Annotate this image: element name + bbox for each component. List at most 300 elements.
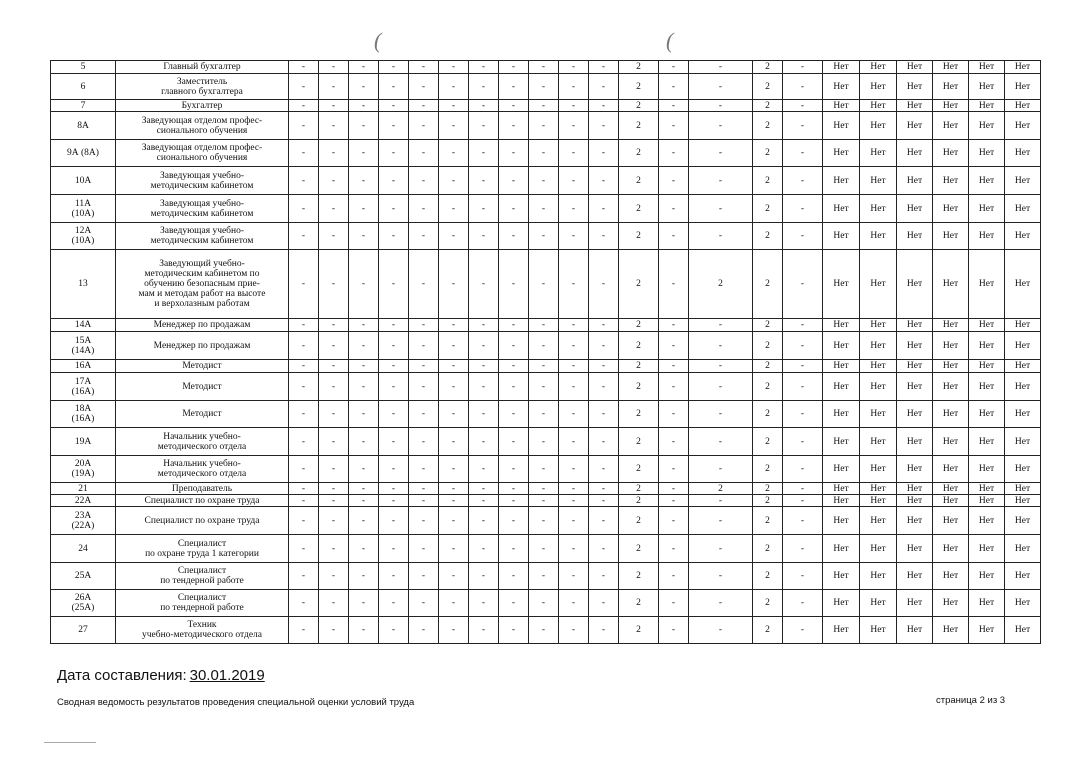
cell-value: 2 xyxy=(753,360,783,373)
cell-value: - xyxy=(409,535,439,563)
row-number: 11А (10А) xyxy=(51,195,116,223)
cell-value: - xyxy=(559,61,589,74)
cell-value: Нет xyxy=(1005,332,1041,360)
row-number: 13 xyxy=(51,250,116,319)
cell-value: - xyxy=(349,507,379,535)
table-row xyxy=(51,495,1041,507)
cell-value: Нет xyxy=(860,495,897,507)
cell-value: - xyxy=(659,563,689,590)
cell-value: - xyxy=(499,617,529,644)
cell-value: - xyxy=(559,167,589,195)
cell-value: - xyxy=(409,74,439,100)
cell-value: - xyxy=(589,617,619,644)
cell-value: Нет xyxy=(860,483,897,495)
cell-value: Нет xyxy=(933,332,969,360)
cell-value: 2 xyxy=(619,617,659,644)
position-name: Специалист по тендерной работе xyxy=(116,590,289,617)
cell-value: - xyxy=(379,535,409,563)
cell-value: Нет xyxy=(860,100,897,112)
cell-value: Нет xyxy=(933,563,969,590)
cell-value: - xyxy=(659,74,689,100)
cell-value: Нет xyxy=(969,319,1005,332)
cell-value: - xyxy=(469,140,499,167)
cell-value: - xyxy=(409,140,439,167)
cell-value: - xyxy=(379,590,409,617)
position-name: Заведующая учебно- методическим кабинетом xyxy=(116,167,289,195)
cell-value: - xyxy=(589,250,619,319)
cell-value: - xyxy=(589,590,619,617)
table-row xyxy=(51,456,1041,483)
cell-value: Нет xyxy=(823,360,860,373)
cell-value: - xyxy=(439,140,469,167)
cell-value: Нет xyxy=(823,195,860,223)
cell-value: - xyxy=(469,535,499,563)
cell-value: - xyxy=(689,332,753,360)
cell-value: - xyxy=(783,495,823,507)
cell-value: Нет xyxy=(1005,250,1041,319)
cell-value: - xyxy=(529,373,559,401)
position-name: Менеджер по продажам xyxy=(116,319,289,332)
cell-value: - xyxy=(783,61,823,74)
cell-value: 2 xyxy=(753,140,783,167)
cell-value: Нет xyxy=(1005,360,1041,373)
cell-value: Нет xyxy=(933,319,969,332)
table-row xyxy=(51,167,1041,195)
cell-value: - xyxy=(289,483,319,495)
cell-value: Нет xyxy=(823,495,860,507)
cell-value: - xyxy=(409,250,439,319)
cell-value: - xyxy=(589,456,619,483)
cell-value: - xyxy=(439,373,469,401)
cell-value: - xyxy=(589,61,619,74)
cell-value: Нет xyxy=(897,61,933,74)
cell-value: - xyxy=(289,223,319,250)
cell-value: - xyxy=(469,617,499,644)
cell-value: - xyxy=(689,100,753,112)
cell-value: - xyxy=(659,507,689,535)
cell-value: Нет xyxy=(969,195,1005,223)
cell-value: - xyxy=(349,483,379,495)
cell-value: 2 xyxy=(689,483,753,495)
date-value: 30.01.2019 xyxy=(189,667,265,684)
cell-value: Нет xyxy=(1005,456,1041,483)
cell-value: - xyxy=(499,590,529,617)
cell-value: - xyxy=(439,332,469,360)
cell-value: - xyxy=(783,250,823,319)
cell-value: - xyxy=(319,495,349,507)
cell-value: Нет xyxy=(897,495,933,507)
cell-value: - xyxy=(689,428,753,456)
cell-value: Нет xyxy=(897,456,933,483)
cell-value: - xyxy=(439,456,469,483)
table-row xyxy=(51,590,1041,617)
cell-value: Нет xyxy=(1005,483,1041,495)
row-number: 18А (16А) xyxy=(51,401,116,428)
cell-value: Нет xyxy=(823,167,860,195)
cell-value: 2 xyxy=(619,112,659,140)
cell-value: - xyxy=(439,563,469,590)
cell-value: - xyxy=(529,223,559,250)
cell-value: Нет xyxy=(969,373,1005,401)
cell-value: Нет xyxy=(860,563,897,590)
cell-value: - xyxy=(499,428,529,456)
cell-value: Нет xyxy=(933,495,969,507)
row-number: 6 xyxy=(51,74,116,100)
table-row xyxy=(51,507,1041,535)
cell-value: - xyxy=(659,223,689,250)
cell-value: Нет xyxy=(1005,112,1041,140)
cell-value: Нет xyxy=(1005,223,1041,250)
cell-value: Нет xyxy=(823,563,860,590)
cell-value: - xyxy=(689,590,753,617)
cell-value: - xyxy=(409,563,439,590)
cell-value: - xyxy=(319,428,349,456)
table-row xyxy=(51,401,1041,428)
cell-value: - xyxy=(499,495,529,507)
cell-value: Нет xyxy=(933,61,969,74)
cell-value: Нет xyxy=(933,195,969,223)
cell-value: - xyxy=(379,74,409,100)
cell-value: Нет xyxy=(969,563,1005,590)
cell-value: Нет xyxy=(860,617,897,644)
cell-value: - xyxy=(379,507,409,535)
cell-value: - xyxy=(529,590,559,617)
cell-value: - xyxy=(469,428,499,456)
cell-value: Нет xyxy=(933,74,969,100)
cell-value: - xyxy=(529,495,559,507)
cell-value: - xyxy=(499,195,529,223)
cell-value: 2 xyxy=(753,456,783,483)
cell-value: Нет xyxy=(933,250,969,319)
cell-value: Нет xyxy=(1005,61,1041,74)
cell-value: 2 xyxy=(619,74,659,100)
cell-value: - xyxy=(659,535,689,563)
cell-value: - xyxy=(499,61,529,74)
cell-value: - xyxy=(529,319,559,332)
cell-value: Нет xyxy=(969,483,1005,495)
cell-value: - xyxy=(783,167,823,195)
cell-value: - xyxy=(529,167,559,195)
cell-value: - xyxy=(499,74,529,100)
cell-value: Нет xyxy=(897,332,933,360)
position-name: Главный бухгалтер xyxy=(116,61,289,74)
cell-value: - xyxy=(439,590,469,617)
cell-value: Нет xyxy=(969,401,1005,428)
cell-value: - xyxy=(529,483,559,495)
cell-value: - xyxy=(783,507,823,535)
cell-value: - xyxy=(409,61,439,74)
cell-value: - xyxy=(409,507,439,535)
cell-value: - xyxy=(559,250,589,319)
cell-value: - xyxy=(349,250,379,319)
cell-value: - xyxy=(319,590,349,617)
row-number: 26А (25А) xyxy=(51,590,116,617)
position-name: Заведующая отделом профес- сионального обучения xyxy=(116,140,289,167)
cell-value: 2 xyxy=(619,319,659,332)
cell-value: - xyxy=(289,590,319,617)
cell-value: - xyxy=(469,590,499,617)
document-title: Сводная ведомость результатов проведения специальной оценки условий труда xyxy=(57,697,415,708)
row-number: 14А xyxy=(51,319,116,332)
cell-value: - xyxy=(349,401,379,428)
cell-value: - xyxy=(689,617,753,644)
cell-value: Нет xyxy=(897,250,933,319)
position-name: Заведующая учебно- методическим кабинетом xyxy=(116,223,289,250)
cell-value: - xyxy=(559,535,589,563)
cell-value: 2 xyxy=(619,167,659,195)
cell-value: Нет xyxy=(1005,563,1041,590)
cell-value: 2 xyxy=(619,100,659,112)
cell-value: Нет xyxy=(933,223,969,250)
cell-value: - xyxy=(349,617,379,644)
cell-value: Нет xyxy=(897,195,933,223)
cell-value: - xyxy=(659,456,689,483)
cell-value: Нет xyxy=(897,319,933,332)
row-number: 9А (8А) xyxy=(51,140,116,167)
cell-value: - xyxy=(589,223,619,250)
cell-value: - xyxy=(783,360,823,373)
cell-value: - xyxy=(439,195,469,223)
cell-value: - xyxy=(379,456,409,483)
cell-value: Нет xyxy=(969,250,1005,319)
cell-value: - xyxy=(439,100,469,112)
cell-value: - xyxy=(289,428,319,456)
cell-value: - xyxy=(689,507,753,535)
cell-value: - xyxy=(289,195,319,223)
cell-value: - xyxy=(469,223,499,250)
cell-value: - xyxy=(589,332,619,360)
cell-value: Нет xyxy=(1005,373,1041,401)
cell-value: Нет xyxy=(969,223,1005,250)
cell-value: 2 xyxy=(619,563,659,590)
cell-value: Нет xyxy=(1005,617,1041,644)
cell-value: - xyxy=(349,223,379,250)
row-number: 22А xyxy=(51,495,116,507)
cell-value: 2 xyxy=(619,332,659,360)
cell-value: - xyxy=(589,140,619,167)
cell-value: - xyxy=(409,332,439,360)
cell-value: - xyxy=(499,535,529,563)
cell-value: - xyxy=(689,535,753,563)
table-row xyxy=(51,140,1041,167)
cell-value: - xyxy=(689,373,753,401)
cell-value: - xyxy=(529,360,559,373)
table-row xyxy=(51,332,1041,360)
position-name: Заведующая учебно- методическим кабинетом xyxy=(116,195,289,223)
cell-value: 2 xyxy=(753,223,783,250)
cell-value: 2 xyxy=(619,495,659,507)
cell-value: - xyxy=(559,373,589,401)
cell-value: - xyxy=(319,140,349,167)
cell-value: - xyxy=(589,495,619,507)
cell-value: - xyxy=(689,195,753,223)
row-number: 10А xyxy=(51,167,116,195)
cell-value: - xyxy=(589,428,619,456)
cell-value: Нет xyxy=(860,223,897,250)
cell-value: 2 xyxy=(619,507,659,535)
cell-value: - xyxy=(499,100,529,112)
cell-value: - xyxy=(439,360,469,373)
table-row xyxy=(51,61,1041,74)
scan-mark-right: ( xyxy=(666,28,674,53)
cell-value: - xyxy=(589,112,619,140)
cell-value: Нет xyxy=(969,456,1005,483)
cell-value: - xyxy=(439,535,469,563)
cell-value: 2 xyxy=(753,319,783,332)
cell-value: - xyxy=(589,360,619,373)
row-number: 20А (19А) xyxy=(51,456,116,483)
cell-value: - xyxy=(289,319,319,332)
cell-value: - xyxy=(659,167,689,195)
cell-value: Нет xyxy=(860,250,897,319)
cell-value: - xyxy=(659,373,689,401)
table-row xyxy=(51,617,1041,644)
cell-value: - xyxy=(439,483,469,495)
cell-value: - xyxy=(409,617,439,644)
cell-value: - xyxy=(379,360,409,373)
row-number: 24 xyxy=(51,535,116,563)
cell-value: - xyxy=(529,617,559,644)
cell-value: 2 xyxy=(619,535,659,563)
cell-value: Нет xyxy=(897,167,933,195)
cell-value: - xyxy=(529,250,559,319)
cell-value: - xyxy=(499,373,529,401)
cell-value: Нет xyxy=(860,61,897,74)
cell-value: - xyxy=(529,563,559,590)
cell-value: - xyxy=(379,428,409,456)
cell-value: - xyxy=(689,563,753,590)
cell-value: - xyxy=(499,332,529,360)
cell-value: - xyxy=(319,167,349,195)
cell-value: - xyxy=(319,483,349,495)
cell-value: 2 xyxy=(619,456,659,483)
cell-value: 2 xyxy=(619,140,659,167)
cell-value: - xyxy=(319,507,349,535)
cell-value: - xyxy=(469,167,499,195)
cell-value: - xyxy=(783,483,823,495)
cell-value: Нет xyxy=(823,507,860,535)
cell-value: Нет xyxy=(860,373,897,401)
cell-value: Нет xyxy=(897,140,933,167)
cell-value: - xyxy=(499,507,529,535)
cell-value: - xyxy=(469,401,499,428)
cell-value: - xyxy=(589,535,619,563)
cell-value: Нет xyxy=(969,535,1005,563)
cell-value: - xyxy=(379,195,409,223)
cell-value: Нет xyxy=(969,61,1005,74)
position-name: Бухгалтер xyxy=(116,100,289,112)
cell-value: - xyxy=(319,100,349,112)
cell-value: Нет xyxy=(897,590,933,617)
cell-value: Нет xyxy=(860,360,897,373)
cell-value: - xyxy=(469,360,499,373)
cell-value: - xyxy=(529,507,559,535)
position-name: Специалист по охране труда xyxy=(116,507,289,535)
cell-value: Нет xyxy=(933,535,969,563)
cell-value: - xyxy=(289,617,319,644)
cell-value: Нет xyxy=(969,140,1005,167)
table-row xyxy=(51,360,1041,373)
cell-value: - xyxy=(409,401,439,428)
cell-value: - xyxy=(559,360,589,373)
row-number: 23А (22А) xyxy=(51,507,116,535)
cell-value: - xyxy=(659,112,689,140)
cell-value: Нет xyxy=(823,223,860,250)
position-name: Техник учебно-методического отдела xyxy=(116,617,289,644)
cell-value: - xyxy=(469,61,499,74)
cell-value: - xyxy=(783,373,823,401)
cell-value: - xyxy=(689,456,753,483)
cell-value: Нет xyxy=(933,100,969,112)
cell-value: Нет xyxy=(933,401,969,428)
cell-value: 2 xyxy=(753,61,783,74)
cell-value: - xyxy=(689,74,753,100)
cell-value: - xyxy=(783,563,823,590)
cell-value: - xyxy=(319,360,349,373)
row-number: 16А xyxy=(51,360,116,373)
cell-value: - xyxy=(409,456,439,483)
cell-value: Нет xyxy=(1005,140,1041,167)
cell-value: - xyxy=(559,483,589,495)
cell-value: - xyxy=(349,319,379,332)
cell-value: Нет xyxy=(1005,167,1041,195)
cell-value: Нет xyxy=(969,617,1005,644)
cell-value: - xyxy=(289,360,319,373)
cell-value: - xyxy=(349,428,379,456)
cell-value: - xyxy=(499,360,529,373)
cell-value: 2 xyxy=(753,563,783,590)
cell-value: - xyxy=(289,61,319,74)
cell-value: - xyxy=(319,535,349,563)
cell-value: - xyxy=(289,373,319,401)
cell-value: - xyxy=(349,332,379,360)
cell-value: - xyxy=(589,401,619,428)
cell-value: Нет xyxy=(860,456,897,483)
cell-value: Нет xyxy=(823,373,860,401)
cell-value: Нет xyxy=(823,100,860,112)
cell-value: - xyxy=(349,590,379,617)
cell-value: - xyxy=(529,61,559,74)
cell-value: 2 xyxy=(753,535,783,563)
cell-value: - xyxy=(319,250,349,319)
cell-value: 2 xyxy=(753,74,783,100)
cell-value: 2 xyxy=(619,195,659,223)
cell-value: Нет xyxy=(823,332,860,360)
cell-value: Нет xyxy=(933,590,969,617)
cell-value: 2 xyxy=(619,61,659,74)
cell-value: - xyxy=(689,495,753,507)
cell-value: 2 xyxy=(619,250,659,319)
cell-value: - xyxy=(379,223,409,250)
table-row xyxy=(51,319,1041,332)
cell-value: - xyxy=(783,112,823,140)
cell-value: Нет xyxy=(969,167,1005,195)
cell-value: Нет xyxy=(860,428,897,456)
cell-value: - xyxy=(289,100,319,112)
cell-value: Нет xyxy=(969,360,1005,373)
cell-value: Нет xyxy=(897,373,933,401)
cell-value: Нет xyxy=(969,495,1005,507)
cell-value: - xyxy=(659,428,689,456)
cell-value: - xyxy=(379,140,409,167)
cell-value: - xyxy=(559,332,589,360)
cell-value: Нет xyxy=(897,401,933,428)
row-number: 21 xyxy=(51,483,116,495)
cell-value: - xyxy=(529,401,559,428)
cell-value: Нет xyxy=(860,507,897,535)
cell-value: - xyxy=(439,319,469,332)
cell-value: 2 xyxy=(753,373,783,401)
